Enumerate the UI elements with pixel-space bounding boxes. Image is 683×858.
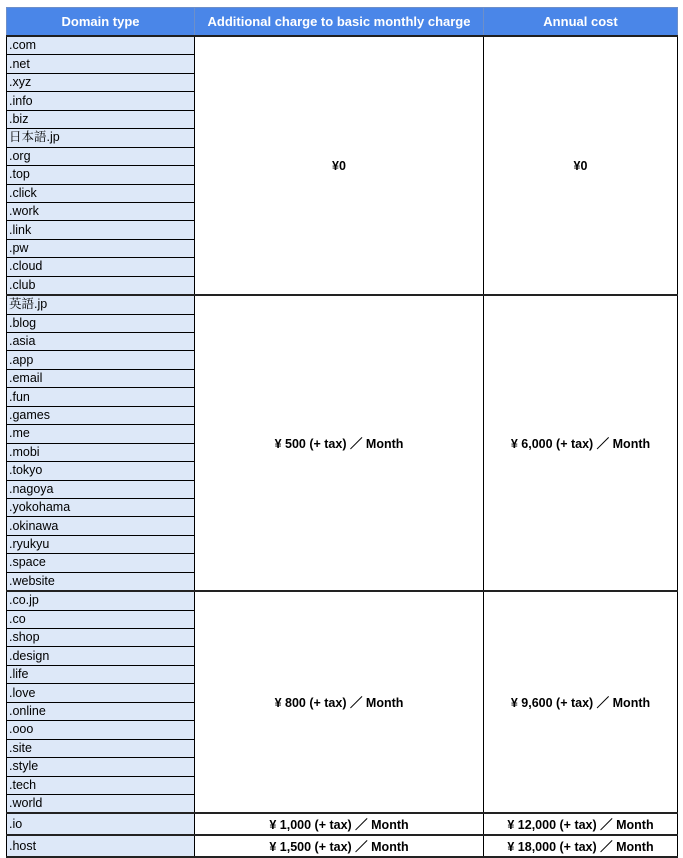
domain-type-cell: .website	[7, 572, 195, 591]
domain-type-cell: .online	[7, 702, 195, 720]
annual-cost-cell: ¥ 9,600 (+ tax) ／ Month	[484, 591, 678, 813]
annual-cost-cell: ¥0	[484, 36, 678, 295]
domain-type-cell: .okinawa	[7, 517, 195, 535]
domain-type-cell: .mobi	[7, 443, 195, 461]
table-row	[7, 591, 678, 610]
domain-type-cell: .org	[7, 147, 195, 165]
header-annual-cost: Annual cost	[484, 8, 678, 37]
domain-type-cell: .email	[7, 369, 195, 387]
pricing-table-body	[7, 36, 678, 857]
domain-type-cell: .cloud	[7, 258, 195, 276]
domain-type-cell: .world	[7, 794, 195, 813]
domain-type-cell: .asia	[7, 333, 195, 351]
domain-type-cell: .click	[7, 184, 195, 202]
domain-type-cell: .work	[7, 202, 195, 220]
domain-type-cell: .pw	[7, 239, 195, 257]
domain-type-cell: .link	[7, 221, 195, 239]
table-row	[7, 36, 678, 55]
domain-type-cell: .space	[7, 554, 195, 572]
domain-type-cell: .co.jp	[7, 591, 195, 610]
monthly-charge-cell: ¥ 800 (+ tax) ／ Month	[195, 591, 484, 813]
domain-type-cell: .me	[7, 425, 195, 443]
table-row	[7, 835, 678, 857]
domain-type-cell: .tech	[7, 776, 195, 794]
header-domain-type: Domain type	[7, 8, 195, 37]
annual-cost-cell: ¥ 6,000 (+ tax) ／ Month	[484, 295, 678, 591]
header-row	[7, 8, 678, 37]
domain-type-cell: .com	[7, 36, 195, 55]
domain-type-cell: .design	[7, 647, 195, 665]
monthly-charge-cell: ¥ 1,000 (+ tax) ／ Month	[195, 813, 484, 835]
domain-pricing-table	[6, 7, 678, 858]
domain-type-cell: .love	[7, 684, 195, 702]
domain-type-cell: .host	[7, 835, 195, 857]
domain-type-cell: .life	[7, 665, 195, 683]
domain-type-cell: .yokohama	[7, 498, 195, 516]
table-row	[7, 813, 678, 835]
domain-type-cell: .fun	[7, 388, 195, 406]
monthly-charge-cell: ¥ 500 (+ tax) ／ Month	[195, 295, 484, 591]
domain-type-cell: .tokyo	[7, 462, 195, 480]
domain-type-cell: .site	[7, 739, 195, 757]
header-additional-charge: Additional charge to basic monthly charge	[195, 8, 484, 37]
annual-cost-cell: ¥ 18,000 (+ tax) ／ Month	[484, 835, 678, 857]
domain-type-cell: .blog	[7, 314, 195, 332]
domain-type-cell: .top	[7, 166, 195, 184]
table-row	[7, 295, 678, 314]
domain-type-cell: .io	[7, 813, 195, 835]
domain-type-cell: .style	[7, 758, 195, 776]
domain-type-cell: .ooo	[7, 721, 195, 739]
monthly-charge-cell: ¥ 1,500 (+ tax) ／ Month	[195, 835, 484, 857]
domain-type-cell: .info	[7, 92, 195, 110]
monthly-charge-cell: ¥0	[195, 36, 484, 295]
domain-type-cell: 英語.jp	[7, 295, 195, 314]
domain-type-cell: .net	[7, 55, 195, 73]
domain-type-cell: .shop	[7, 629, 195, 647]
domain-type-cell: .club	[7, 276, 195, 295]
domain-type-cell: .ryukyu	[7, 535, 195, 553]
domain-type-cell: .app	[7, 351, 195, 369]
domain-type-cell: .games	[7, 406, 195, 424]
domain-type-cell: .co	[7, 610, 195, 628]
domain-type-cell: .biz	[7, 110, 195, 128]
domain-type-cell: .nagoya	[7, 480, 195, 498]
pricing-table-container	[6, 7, 678, 858]
domain-type-cell: .xyz	[7, 73, 195, 91]
annual-cost-cell: ¥ 12,000 (+ tax) ／ Month	[484, 813, 678, 835]
domain-type-cell: 日本語.jp	[7, 129, 195, 147]
